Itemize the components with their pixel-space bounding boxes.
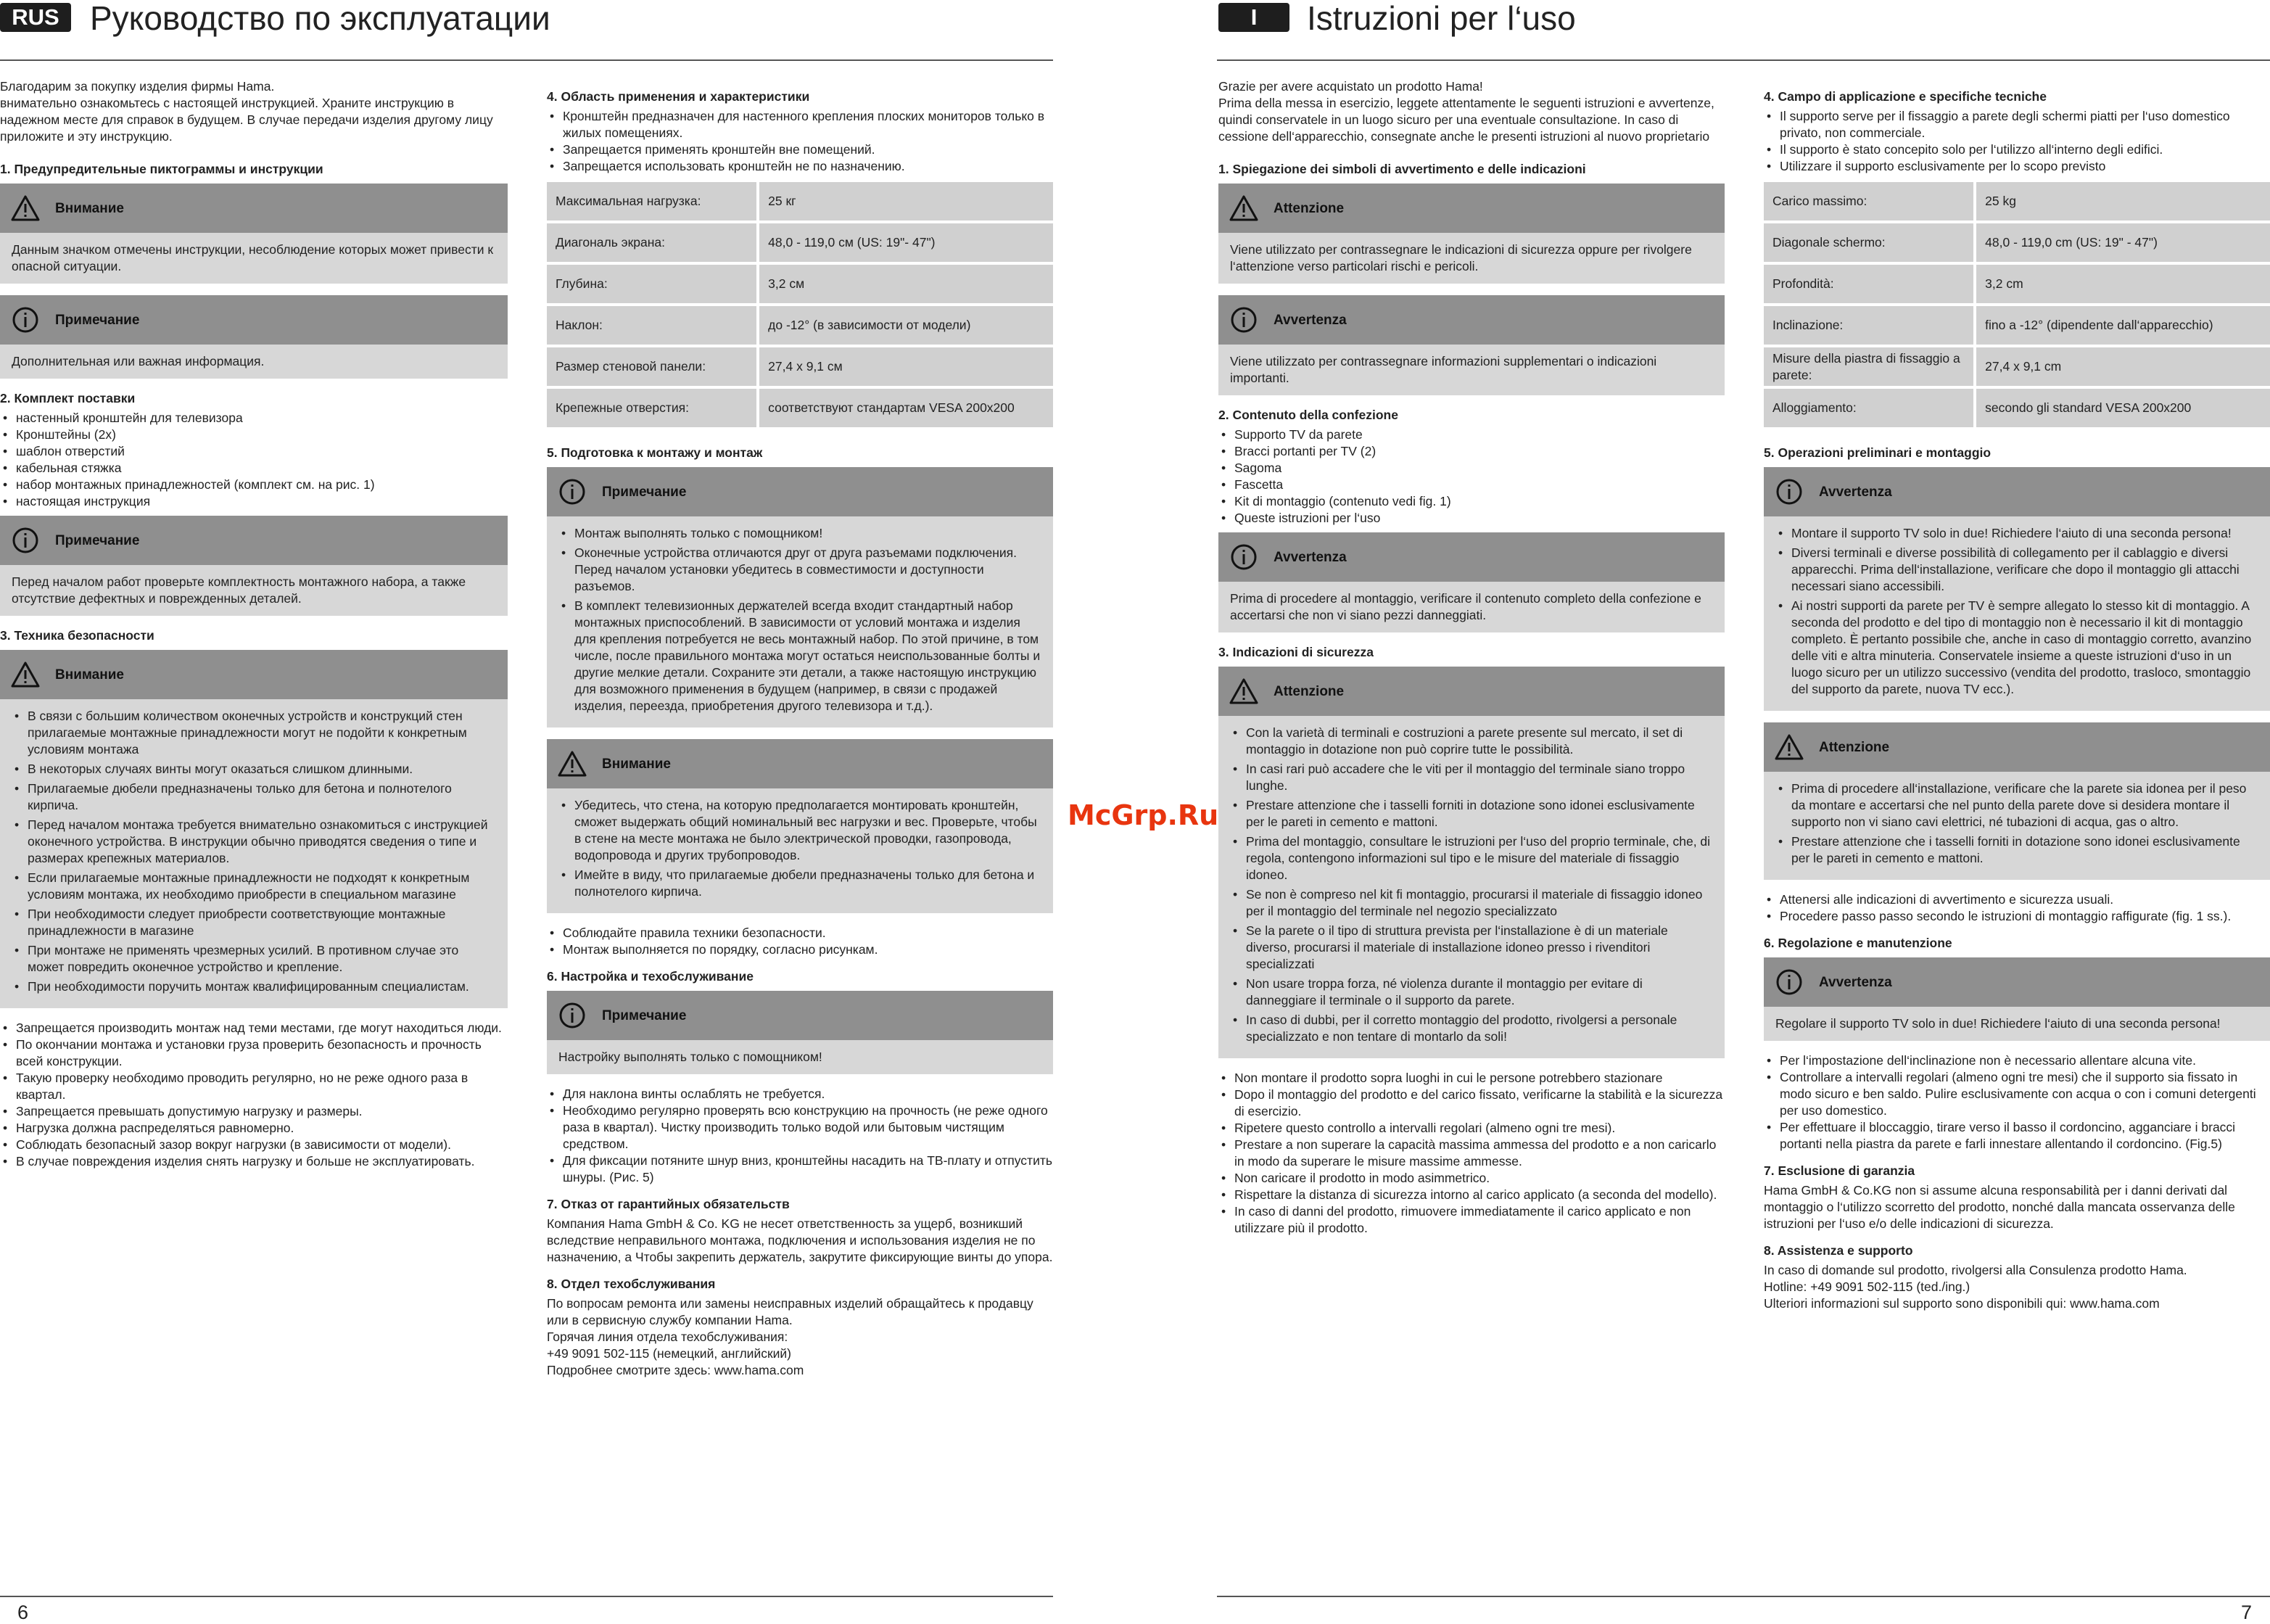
notice-list (558, 525, 1041, 714)
notice-text: Настройку выполнять только с помощником! (558, 1050, 822, 1064)
info-icon (10, 305, 41, 335)
paragraph: In caso di domande sul prodotto, rivolgersi alla Consulenza prodotto Hama. Hotline: +49 9091 502-115 (ted./ing.) Ulteriori informazioni sul supporto sono disponibili qui: www.hama.com (1764, 1263, 2187, 1311)
spec-key: Profondità: (1764, 265, 1976, 303)
list-item: • In caso di dubbi, per il corretto montaggio del prodotto, rivolgersi a personale specializzato e non tentare di montarlo da soli! (1230, 1012, 1713, 1045)
spec-key: Максимальная нагрузка: (547, 182, 759, 220)
list-item: • Dopo il montaggio del prodotto e del carico fissato, verificarne la stabilità e la sicurezza di esercizio. (1218, 1087, 1725, 1120)
list-item: • Non montare il prodotto sopra luoghi in cui le persone potrebbero stazionare (1218, 1070, 1725, 1087)
notice-title: Примечание (55, 312, 140, 328)
list-item: • Запрещается использовать кронштейн не по назначению. (547, 158, 1053, 175)
notice-box (0, 650, 508, 1008)
warning-icon (10, 193, 41, 223)
bullet-list (0, 410, 508, 510)
list-item: • В некоторых случаях винты могут оказаться слишком длинными. (12, 761, 496, 778)
header-rule-left (0, 59, 1053, 61)
bullet-list (547, 925, 1053, 958)
list-item: • Non caricare il prodotto in modo asimmetrico. (1218, 1170, 1725, 1187)
notice-box (1764, 957, 2270, 1041)
left-column-2 (547, 78, 1053, 1383)
spec-row (1764, 306, 2270, 345)
spec-value: соответствуют стандартам VESA 200x200 (759, 389, 1053, 427)
list-item: • In casi rari può accadere che le viti per il montaggio del terminale siano troppo lunghe. (1230, 761, 1713, 794)
page-title-left: Руководство по эксплуатации (90, 0, 550, 37)
paragraph: По вопросам ремонта или замены неисправных изделий обращайтесь к продавцу или в сервисную службу компании Hama. Горячая линия отдела техобслуживания: +49 9091 502-115 (немецкий, английский) Подробнее смотрите здесь: www.hama.com (547, 1296, 1033, 1377)
list-item: • набор монтажных принадлежностей (комплект см. на рис. 1) (0, 477, 508, 493)
list-item: • Кронштейны (2x) (0, 426, 508, 443)
list-item: • Прилагаемые дюбели предназначены только для бетона и полнотелого кирпича. (12, 780, 496, 814)
spec-key: Крепежные отверстия: (547, 389, 759, 427)
spec-key: Диагональ экрана: (547, 223, 759, 262)
notice-box (0, 184, 508, 284)
list-item: • Prima di procedere all‘installazione, verificare che la parete sia idonea per il peso da montare e accertarsi che nel punto della parete dove si desidera montare il supporto non vi siano cavi elettrici, né tubazioni di acqua, gas o altro. (1775, 780, 2258, 830)
section-heading: 4. Campo di applicazione e specifiche tecniche (1764, 89, 2047, 104)
notice-box (1218, 667, 1725, 1058)
spec-row (547, 182, 1053, 220)
notice-text: Viene utilizzato per contrassegnare le indicazioni di sicurezza oppure per rivolgere l‘attenzione verso particolari rischi e pericoli. (1230, 242, 1692, 273)
list-item: • Con la varietà di terminali e costruzioni a parete presente sul mercato, il set di montaggio in dotazione non può coprire tutte le possibilità. (1230, 725, 1713, 758)
warning-icon (10, 659, 41, 690)
notice-text: Дополнительная или важная информация. (12, 354, 265, 368)
notice-list (1230, 725, 1713, 1045)
list-item: • В комплект телевизионных держателей всегда входит стандартный набор монтажных приспособлений. В зависимости от условий монтажа и изделия для крепления потребуется не весь монтажный набор. По этой причине, в том числе, после правильного монтажа могут остаться неиспользованные болты и другие мелкие детали. Сохраните эти детали, а также настоящую инструкцию для возможного применения в будущем (например, в связи с продажей изделия, переезда, приобретения другого телевизора и т.д.). (558, 598, 1041, 714)
list-item: • Se non è compreso nel kit fi montaggio, procurarsi il materiale di fissaggio idoneo per il montaggio del terminale nel negozio specializzato (1230, 886, 1713, 920)
notice-title: Внимание (55, 200, 124, 216)
list-item: • При монтаже не применять чрезмерных усилий. В противном случае это может повредить оконечное устройство и крепление. (12, 942, 496, 976)
notice-body (1218, 345, 1725, 395)
spec-value: fino a -12° (dipendente dall‘apparecchio) (1976, 306, 2270, 345)
notice-title: Avvertenza (1274, 312, 1347, 328)
notice-header (1764, 957, 2270, 1007)
list-item: • По окончании монтажа и установки груза проверить безопасность и прочность всей конструкции. (0, 1036, 508, 1070)
list-item: • Fascetta (1218, 477, 1725, 493)
section-heading: 1. Spiegazione dei simboli di avvertimento e delle indicazioni (1218, 162, 1586, 176)
notice-header (1218, 667, 1725, 716)
list-item: • Оконечные устройства отличаются друг от друга разъемами подключения. Перед началом установки убедитесь в совместимости и доступности разъемов. (558, 545, 1041, 595)
list-item: • Ripetere questo controllo a intervalli regolari (almeno ogni tre mesi). (1218, 1120, 1725, 1137)
list-item: • Prestare attenzione che i tasselli forniti in dotazione sono idonei esclusivamente per le pareti in cemento e mattoni. (1775, 833, 2258, 867)
spec-row (1764, 265, 2270, 303)
list-item: • Prestare a non superare la capacità massima ammessa del prodotto e a non caricarlo in modo da superare le misure massime ammesse. (1218, 1137, 1725, 1170)
notice-header (547, 739, 1053, 788)
list-item: • Ai nostri supporti da parete per TV è sempre allegato lo stesso kit di montaggio. A seconda del prodotto e del tipo di montaggio non è necessario il kit di montaggio completo. È pertanto possibile che, anche in caso di montaggio corretto, avanzino delle viti e altra minuteria. Conservatele insieme a queste istruzioni d‘uso in un luogo sicuro per un utilizzo successivo (vendita del prodotto, trasloco, smontaggio del supporto da parete, nuova TV ecc.). (1775, 598, 2258, 698)
list-item: • кабельная стяжка (0, 460, 508, 477)
section-heading: 5. Operazioni preliminari e montaggio (1764, 445, 1992, 460)
bullet-list (1764, 1052, 2270, 1153)
bullet-list (1218, 426, 1725, 527)
section-heading: 8. Assistenza e supporto (1764, 1243, 1913, 1258)
spec-row (547, 265, 1053, 303)
list-item: • Il supporto è stato concepito solo per l‘utilizzo all‘interno degli edifici. (1764, 141, 2270, 158)
section-heading: 7. Отказ от гарантийных обязательств (547, 1197, 790, 1211)
spec-key: Inclinazione: (1764, 306, 1976, 345)
list-item: • Имейте в виду, что прилагаемые дюбели предназначены только для бетона и полнотелого кирпича. (558, 867, 1041, 900)
spec-row (1764, 223, 2270, 262)
notice-body (1218, 233, 1725, 284)
warning-icon (557, 749, 587, 779)
info-icon (557, 477, 587, 507)
section-heading: 6. Regolazione e manutenzione (1764, 936, 1952, 950)
notice-title: Примечание (602, 484, 687, 500)
notice-header (1218, 295, 1725, 345)
list-item: • Attenersi alle indicazioni di avvertimento e sicurezza usuali. (1764, 891, 2270, 908)
list-item: • Il supporto serve per il fissaggio a parete degli schermi piatti per l‘uso domestico privato, non commerciale. (1764, 108, 2270, 141)
info-icon (557, 1000, 587, 1031)
spec-key: Misure della piastra di fissaggio a parete: (1764, 347, 1976, 386)
spec-table (547, 179, 1053, 430)
spec-row (547, 389, 1053, 427)
list-item: • Montare il supporto TV solo in due! Richiedere l‘aiuto di una seconda persona! (1775, 525, 2258, 542)
left-column-1 (0, 78, 508, 1174)
paragraph: Hama GmbH & Co.KG non si assume alcuna responsabilità per i danni derivati dal montaggio o l‘utilizzo scorretto del prodotto, nonché dalla mancata osservanza delle istruzioni per l‘uso e/o delle indicazioni di sicurezza. (1764, 1183, 2235, 1231)
notice-body (1764, 772, 2270, 880)
notice-box (1218, 532, 1725, 632)
notice-header (1764, 722, 2270, 772)
info-icon (1774, 967, 1804, 997)
list-item: • Prestare attenzione che i tasselli forniti in dotazione sono idonei esclusivamente per le pareti in cemento e mattoni. (1230, 797, 1713, 830)
list-item: • Supporto TV da parete (1218, 426, 1725, 443)
footer-rule-left (0, 1596, 1053, 1597)
spec-value: 3,2 cm (1976, 265, 2270, 303)
warning-icon (1229, 193, 1259, 223)
notice-list (1775, 780, 2258, 867)
list-item: • Запрещается применять кронштейн вне помещений. (547, 141, 1053, 158)
notice-header (0, 184, 508, 233)
list-item: • Соблюдайте правила техники безопасности. (547, 925, 1053, 941)
notice-list (558, 797, 1041, 900)
section-heading: 5. Подготовка к монтажу и монтаж (547, 445, 763, 460)
spec-row (1764, 182, 2270, 220)
list-item: • При необходимости следует приобрести соответствующие монтажные принадлежности в магазине (12, 906, 496, 939)
notice-body (0, 565, 508, 616)
section-heading: 2. Contenuto della confezione (1218, 408, 1398, 422)
spec-value: 48,0 - 119,0 cm (US: 19" - 47") (1976, 223, 2270, 262)
spec-key: Наклон: (547, 306, 759, 345)
notice-list (1775, 525, 2258, 698)
notice-title: Avvertenza (1819, 974, 1892, 990)
list-item: • Sagoma (1218, 460, 1725, 477)
notice-title: Avvertenza (1819, 484, 1892, 500)
notice-body (1764, 516, 2270, 711)
list-item: • Prima del montaggio, consultare le istruzioni per l‘uso del proprio terminale, che, di regola, contengono informazioni sul tipo e le misure del materiale di fissaggio idoneo. (1230, 833, 1713, 883)
notice-text: Regolare il supporto TV solo in due! Richiedere l‘aiuto di una seconda persona! (1775, 1016, 2221, 1031)
list-item: • Если прилагаемые монтажные принадлежности не подходят к конкретным условиям монтажа, их необходимо приобрести в специальном магазине (12, 870, 496, 903)
page-number-left: 6 (17, 1602, 29, 1623)
notice-box (547, 739, 1053, 913)
notice-title: Attenzione (1274, 200, 1345, 216)
spec-row (547, 347, 1053, 386)
notice-box (1764, 467, 2270, 711)
bullet-list (1764, 108, 2270, 175)
list-item: • При необходимости поручить монтаж квалифицированным специалистам. (12, 978, 496, 995)
bullet-list (547, 1086, 1053, 1186)
notice-body (0, 699, 508, 1008)
notice-title: Внимание (55, 667, 124, 683)
notice-body (0, 345, 508, 379)
info-icon (1774, 477, 1804, 507)
warning-icon (1229, 676, 1259, 706)
spec-row (1764, 389, 2270, 427)
notice-text: Перед началом работ проверьте комплектность монтажного набора, а также отсутствие дефектных и поврежденных деталей. (12, 574, 466, 606)
page-number-right: 7 (2241, 1602, 2253, 1623)
list-item: • Procedere passo passo secondo le istruzioni di montaggio raffigurate (fig. 1 ss.). (1764, 908, 2270, 925)
footer-rule-right (1217, 1596, 2270, 1597)
notice-body (1218, 582, 1725, 632)
section-heading: 3. Техника безопасности (0, 628, 154, 643)
list-item: • Для фиксации потяните шнур вниз, кронштейны насадить на ТВ-плату и отпустить шнуры. (Рис. 5) (547, 1153, 1053, 1186)
list-item: • В случае повреждения изделия снять нагрузку и больше не эксплуатировать. (0, 1153, 508, 1170)
list-item: • Кронштейн предназначен для настенного крепления плоских мониторов только в жилых помещениях. (547, 108, 1053, 141)
list-item: • Запрещается производить монтаж над теми местами, где могут находиться люди. (0, 1020, 508, 1036)
bullet-list (0, 1020, 508, 1170)
list-item: • In caso di danni del prodotto, rimuovere immediatamente il carico applicato e non utilizzare più il prodotto. (1218, 1203, 1725, 1237)
info-icon (10, 525, 41, 556)
list-item: • Нагрузка должна распределяться равномерно. (0, 1120, 508, 1137)
header-badge-left: RUS (0, 3, 71, 32)
notice-title: Attenzione (1274, 683, 1345, 699)
notice-title: Avvertenza (1274, 549, 1347, 565)
paragraph: Компания Hama GmbH & Co. KG не несет ответственность за ущерб, возникший вследствие неправильного монтажа, подключения и использования изделия не по назначению, а Чтобы закрепить держатель, закрутите фиксирующие винты до упора. (547, 1216, 1053, 1264)
spec-row (1764, 347, 2270, 386)
spec-row (547, 223, 1053, 262)
list-item: • Монтаж выполняется по порядку, согласно рисункам. (547, 941, 1053, 958)
list-item: • В связи с большим количеством оконечных устройств и конструкций стен прилагаемые монтажные принадлежности могут не подойти к конкретным условиям монтажа (12, 708, 496, 758)
notice-header (1764, 467, 2270, 516)
bullet-list (1764, 891, 2270, 925)
info-icon (1229, 305, 1259, 335)
list-item: • Необходимо регулярно проверять всю конструкцию на прочность (не реже одного раза в квартал). Чистку производить только водой или бытовым чистящим средством. (547, 1102, 1053, 1153)
notice-title: Примечание (55, 532, 140, 548)
section-heading: 3. Indicazioni di sicurezza (1218, 645, 1374, 659)
info-icon (1229, 542, 1259, 572)
right-column-2 (1764, 78, 2270, 1316)
spec-value: secondo gli standard VESA 200x200 (1976, 389, 2270, 427)
right-column-1 (1218, 78, 1725, 1241)
spec-table (1764, 179, 2270, 430)
spec-key: Глубина: (547, 265, 759, 303)
spec-value: 25 кг (759, 182, 1053, 220)
notice-text: Viene utilizzato per contrassegnare informazioni supplementari o indicazioni importanti. (1230, 354, 1657, 385)
notice-header (0, 650, 508, 699)
notice-body (547, 788, 1053, 913)
list-item: • Перед началом монтажа требуется внимательно ознакомиться с инструкцией оконечного устройства. В инструкции обычно приводятся сведения о типе и размерах крепежных материалов. (12, 817, 496, 867)
list-item: • Kit di montaggio (contenuto vedi fig. 1) (1218, 493, 1725, 510)
spec-value: 25 kg (1976, 182, 2270, 220)
notice-header (0, 295, 508, 345)
bullet-list (1218, 1070, 1725, 1237)
notice-text: Prima di procedere al montaggio, verificare il contenuto completo della confezione e accertarsi che non vi siano pezzi danneggiati. (1230, 591, 1701, 622)
section-heading: 6. Настройка и техобслуживание (547, 969, 754, 984)
notice-box (1218, 295, 1725, 395)
header-rule-right (1217, 59, 2270, 61)
spec-value: до -12° (в зависимости от модели) (759, 306, 1053, 345)
page-title-right: Istruzioni per l‘uso (1307, 0, 1576, 37)
notice-title: Внимание (602, 756, 671, 772)
notice-header (1218, 184, 1725, 233)
bullet-list (547, 108, 1053, 175)
notice-box (547, 991, 1053, 1074)
list-item: • Для наклона винты ослаблять не требуется. (547, 1086, 1053, 1102)
notice-list (12, 708, 496, 995)
section-heading: 7. Esclusione di garanzia (1764, 1163, 1915, 1178)
notice-body (547, 516, 1053, 727)
watermark: McGrp.Ru (1068, 799, 1219, 831)
section-heading: 2. Комплект поставки (0, 391, 136, 405)
header-badge-right: I (1218, 3, 1289, 32)
list-item: • настенный кронштейн для телевизора (0, 410, 508, 426)
list-item: • Bracci portanti per TV (2) (1218, 443, 1725, 460)
section-heading: 4. Область применения и характеристики (547, 89, 810, 104)
spec-value: 27,4 x 9,1 см (759, 347, 1053, 386)
list-item: • Монтаж выполнять только с помощником! (558, 525, 1041, 542)
notice-header (0, 516, 508, 565)
notice-body (1218, 716, 1725, 1058)
notice-header (547, 991, 1053, 1040)
list-item: • настоящая инструкция (0, 493, 508, 510)
spec-key: Carico massimo: (1764, 182, 1976, 220)
spec-key: Размер стеновой панели: (547, 347, 759, 386)
list-item: • Запрещается превышать допустимую нагрузку и размеры. (0, 1103, 508, 1120)
section-heading: 8. Отдел техобслуживания (547, 1277, 716, 1291)
notice-body (547, 1040, 1053, 1074)
notice-body (0, 233, 508, 284)
list-item: • Queste istruzioni per l‘uso (1218, 510, 1725, 527)
notice-box (1764, 722, 2270, 880)
list-item: • Utilizzare il supporto esclusivamente per lo scopo previsto (1764, 158, 2270, 175)
list-item: • Такую проверку необходимо проводить регулярно, но не реже одного раза в квартал. (0, 1070, 508, 1103)
list-item: • Rispettare la distanza di sicurezza intorno al carico applicato (a seconda del modello). (1218, 1187, 1725, 1203)
spec-value: 27,4 x 9,1 cm (1976, 347, 2270, 386)
spec-key: Diagonale schermo: (1764, 223, 1976, 262)
list-item: • Diversi terminali e diverse possibilità di collegamento per il cablaggio e diversi apparecchi. Prima dell‘installazione, verificare che dopo il montaggio gli attacchi necessari siano accessibili. (1775, 545, 2258, 595)
spec-row (547, 306, 1053, 345)
list-item: • шаблон отверстий (0, 443, 508, 460)
intro-text: Благодарим за покупку изделия фирмы Hama. внимательно ознакомьтесь с настоящей инструкцией. Храните инструкцию в надежном месте для справок в будущем. В случае передачи изделия другому лицу приложите и эту инструкцию. (0, 79, 493, 144)
list-item: • Per effettuare il bloccaggio, tirare verso il basso il cordoncino, agganciare i bracci portanti nella piastra da parete e farli innestare allentando il cordoncino. (Fig.5) (1764, 1119, 2270, 1153)
list-item: • Non usare troppa forza, né violenza durante il montaggio per evitare di danneggiare il terminale o il supporto da parete. (1230, 976, 1713, 1009)
notice-title: Примечание (602, 1007, 687, 1023)
list-item: • Убедитесь, что стена, на которую предполагается монтировать кронштейн, сможет выдержать общий номинальный вес нагрузки и вес. Проверьте, чтобы в стене на месте монтажа не было электрической проводки, газопровода, водопровода и других трубопроводов. (558, 797, 1041, 864)
section-heading: 1. Предупредительные пиктограммы и инструкции (0, 162, 323, 176)
notice-header (547, 467, 1053, 516)
notice-body (1764, 1007, 2270, 1041)
notice-title: Attenzione (1819, 739, 1890, 755)
notice-box (0, 516, 508, 616)
notice-text: Данным значком отмечены инструкции, несоблюдение которых может привести к опасной ситуации. (12, 242, 494, 273)
notice-box (0, 295, 508, 379)
list-item: • Se la parete o il tipo di struttura prevista per l‘installazione è di un materiale diverso, procurarsi il materiale di installazione idoneo presso i rivenditori specializzati (1230, 923, 1713, 973)
intro-text: Grazie per avere acquistato un prodotto Hama! Prima della messa in esercizio, leggete attentamente le seguenti istruzioni e avvertenze, quindi conservatele in un luogo sicuro per una eventuale consultazione. In caso di cessione dell‘apparecchio, consegnate anche le presenti istruzioni al nuovo proprietario (1218, 79, 1714, 144)
list-item: • Per l‘impostazione dell‘inclinazione non è necessario allentare alcuna vite. (1764, 1052, 2270, 1069)
notice-box (1218, 184, 1725, 284)
spec-value: 3,2 см (759, 265, 1053, 303)
warning-icon (1774, 732, 1804, 762)
notice-box (547, 467, 1053, 727)
list-item: • Соблюдать безопасный зазор вокруг нагрузки (в зависимости от модели). (0, 1137, 508, 1153)
notice-header (1218, 532, 1725, 582)
spec-value: 48,0 - 119,0 см (US: 19"- 47") (759, 223, 1053, 262)
list-item: • Controllare a intervalli regolari (almeno ogni tre mesi) che il supporto sia fissato in modo sicuro e ben saldo. Pulire esclusivamente con acqua o con i comuni detergenti per uso domestico. (1764, 1069, 2270, 1119)
spec-key: Alloggiamento: (1764, 389, 1976, 427)
